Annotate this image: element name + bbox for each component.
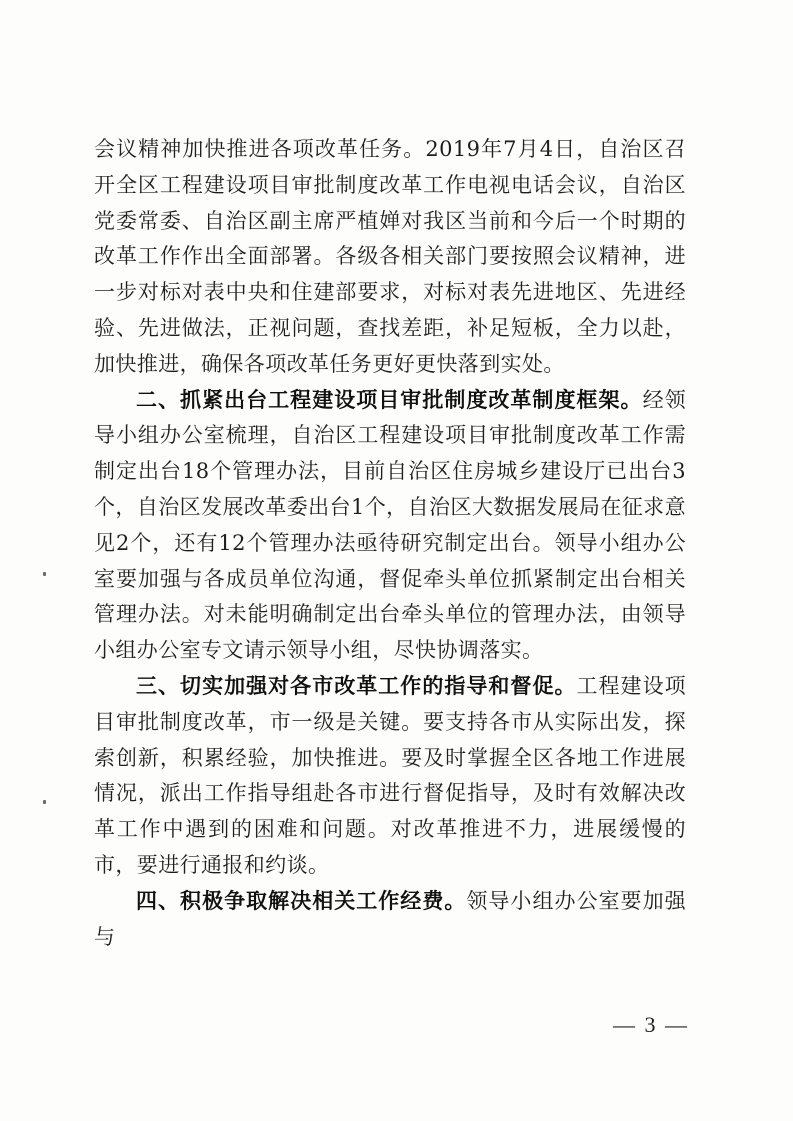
paragraph-4 xyxy=(94,884,686,956)
paragraph-2 xyxy=(94,383,686,669)
binding-hole-mark xyxy=(43,572,46,576)
paragraph-3 xyxy=(94,669,686,884)
paragraph-3-text: 工程建设项目审批制度改革，市一级是关键。要支持各市从实际出发，探索创新，积累经验，加快推进。要及时掌握全区各地工作进展情况，派出工作指导组赴各市进行督促指导，及时有效解决改革工作中遇到的困难和问题。对改革推进不力，进展缓慢的市，要进行通报和约谈。 xyxy=(94,673,686,877)
paragraph-1 xyxy=(94,132,686,383)
paragraph-2-text: 经领导小组办公室梳理，自治区工程建设项目审批制度改革工作需制定出台18个管理办法，目前自治区住房城乡建设厅已出台3个，自治区发展改革委出台1个，自治区大数据发展局在征求意见2个，还有12个管理办法亟待研究制定出台。领导小组办公室要加强与各成员单位沟通，督促牵头单位抓紧制定出台相关管理办法。对未能明确制定出台牵头单位的管理办法，由领导小组办公室专文请示领导小组，尽快协调落实。 xyxy=(94,387,686,663)
binding-hole-mark xyxy=(43,800,46,804)
section-heading-3: 三、切实加强对各市改革工作的指导和督促。 xyxy=(136,673,577,698)
page-number: — 3 — xyxy=(613,1012,689,1037)
section-heading-4: 四、积极争取解决相关工作经费。 xyxy=(136,888,467,913)
paragraph-4-text: 领导小组办公室要加强与 xyxy=(94,888,686,949)
paragraph-1-text: 会议精神加快推进各项改革任务。2019年7月4日，自治区召开全区工程建设项目审批制度改革工作电视电话会议，自治区党委常委、自治区副主席严植婵对我区当前和今后一个时期的改革工作作出全面部署。各级各相关部门要按照会议精神，进一步对标对表中央和住建部要求，对标对表先进地区、先进经验、先进做法，正视问题，查找差距，补足短板，全力以赴，加快推进，确保各项改革任务更好更快落到实处。 xyxy=(94,137,686,376)
section-heading-2: 二、抓紧出台工程建设项目审批制度改革制度框架。 xyxy=(136,387,643,412)
document-body xyxy=(94,132,686,955)
